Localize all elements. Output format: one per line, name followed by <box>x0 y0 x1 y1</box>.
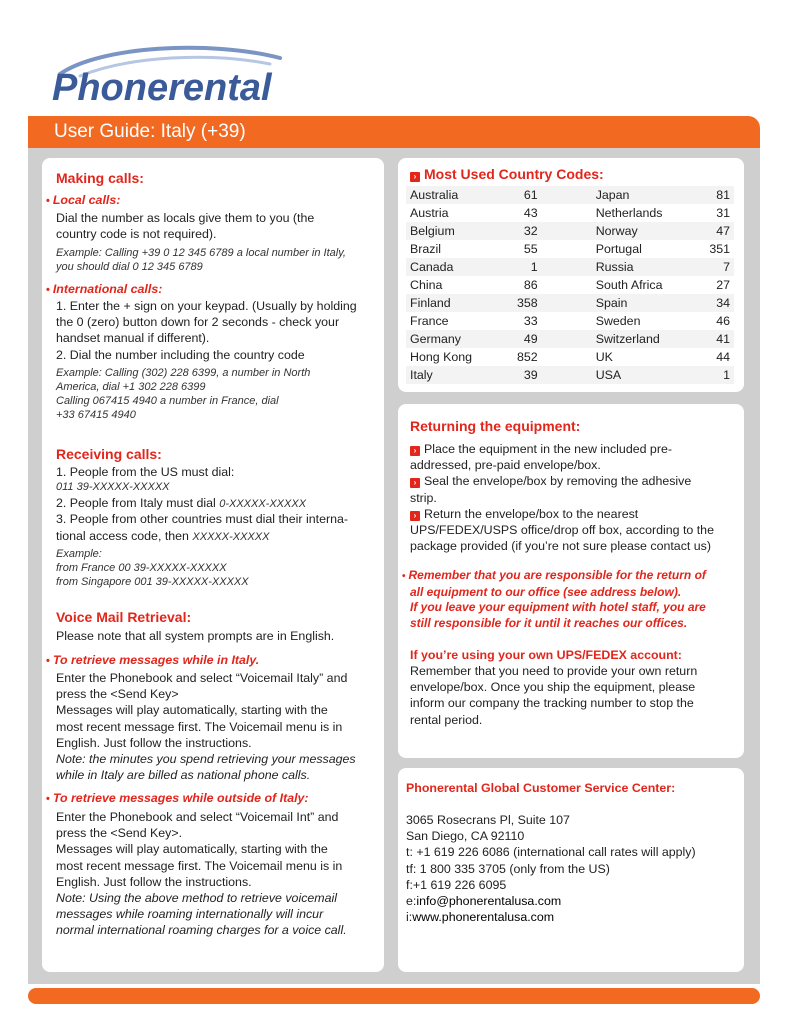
country-name: Germany <box>406 330 502 348</box>
country-code: 81 <box>695 186 734 204</box>
arrow-right-icon: › <box>410 172 420 182</box>
country-code: 61 <box>502 186 541 204</box>
voicemail-in-italy-text: Enter the Phonebook and select “Voicemail Italy” and press the <Send Key> Messages will play automatically, starting with the most recent message first. The Voicemail menu is in English. Just follow the instructions. Note: the minutes you spend retrieving your messages while in Italy are billed as national phone calls. <box>56 671 356 783</box>
voicemail-intro: Please note that all system prompts are in English. <box>56 629 335 643</box>
country-name: Australia <box>406 186 502 204</box>
country-code: 27 <box>716 278 730 292</box>
arrow-right-icon: › <box>410 446 420 456</box>
country-code: 1 <box>502 258 541 276</box>
contact-details: 3065 Rosecrans Pl, Suite 107 San Diego, CA 92110 t: +1 619 226 6086 (international call rates will apply) tf: 1 800 335 3705 (only from the US) f:+1 619 226 6095 e:info@phonerentalusa.com i:www.phonerentalusa.com <box>406 813 696 925</box>
column-spacer <box>542 312 592 330</box>
country-name: Spain <box>592 294 695 312</box>
local-calls-example: Example: Calling +39 0 12 345 6789 a local number in Italy, you should dial 0 12 345 6789 <box>56 247 346 273</box>
country-code-row <box>406 240 734 258</box>
receiving-calls-example: Example: from France 00 39-XXXXX-XXXXX from Singapore 001 39-XXXXX-XXXXX <box>56 548 249 588</box>
country-name: Austria <box>410 206 449 220</box>
country-code: 44 <box>716 350 730 364</box>
receiving-calls-text: 1. People from the US must dial: 011 39-XXXXX-XXXXX 2. People from Italy must dial 0-XXXXX-XXXXX 3. People from other countries must dial their interna- tional access code, then XXXXX-XXXXX <box>56 465 349 543</box>
receiving-calls-heading: Receiving calls: <box>56 446 162 462</box>
international-calls-text: 1. Enter the + sign on your keypad. (Usually by holding the 0 (zero) button down for 2 seconds - check your handset manual if different). 2. Dial the number including the country code <box>56 299 357 362</box>
country-code: 55 <box>523 242 538 256</box>
country-code-row <box>406 312 734 330</box>
column-spacer <box>542 204 592 222</box>
making-calls-heading: Making calls: <box>56 170 144 186</box>
voicemail-heading: Voice Mail Retrieval: <box>56 609 192 625</box>
arrow-right-icon: › <box>410 478 420 488</box>
country-code: 47 <box>695 222 734 240</box>
voicemail-outside-italy-text: Enter the Phonebook and select “Voicemail Int” and press the <Send Key>. Messages will play automatically, starting with the most recent message first. The Voicemail menu is in English. Just follow the instructions. Note: Using the above method to retrieve voicemail messages while roaming internationally will incur normal international roaming charges for a voice call. <box>56 810 347 938</box>
country-name: Switzerland <box>592 330 695 348</box>
country-name: Brazil <box>410 242 441 256</box>
country-code: 32 <box>502 222 541 240</box>
country-code: 1 <box>695 366 734 384</box>
country-name: Hong Kong <box>410 350 473 364</box>
footer-bar <box>28 988 760 1004</box>
country-code: 86 <box>523 278 538 292</box>
column-spacer <box>542 294 592 312</box>
country-code-row <box>406 366 734 384</box>
country-code-row <box>406 222 734 240</box>
local-calls-text: Dial the number as locals give them to you (the country code is not required). <box>56 211 315 242</box>
country-code: 49 <box>502 330 541 348</box>
page-title: User Guide: Italy (+39) <box>54 121 246 142</box>
country-code: 852 <box>517 350 538 364</box>
country-code: 43 <box>523 206 538 220</box>
local-calls-label: • Local calls: <box>46 193 121 207</box>
country-code-row <box>406 258 734 276</box>
logo-text: Phonerental <box>52 67 272 109</box>
country-codes-heading: › Most Used Country Codes: <box>410 166 604 182</box>
country-name: France <box>410 314 449 328</box>
column-spacer <box>542 186 592 204</box>
country-name: USA <box>592 366 695 384</box>
country-code: 351 <box>709 242 730 256</box>
phonerental-logo <box>40 40 300 110</box>
international-calls-example: Example: Calling (302) 228 6399, a number in North America, dial +1 302 228 6399 Calling 067415 4940 a number in France, dial +33 67415 4940 <box>56 367 311 421</box>
title-bar <box>28 116 760 148</box>
own-account-text: Remember that you need to provide your own return envelope/box. Once you ship the equipment, please inform our company the tracking number to stop the rental period. <box>410 664 698 727</box>
voicemail-outside-italy-label: • To retrieve messages while outside of Italy: <box>46 791 309 805</box>
own-account-heading: If you’re using your own UPS/FEDEX account: <box>410 648 682 662</box>
country-code: 34 <box>695 294 734 312</box>
country-code: 46 <box>716 314 730 328</box>
column-spacer <box>542 330 592 348</box>
country-code-row <box>406 276 734 294</box>
country-name: Canada <box>406 258 502 276</box>
website-link[interactable]: www.phonerentalusa.com <box>412 910 555 925</box>
country-codes-table <box>406 186 734 384</box>
country-code: 41 <box>695 330 734 348</box>
column-spacer <box>542 222 592 240</box>
country-code: 33 <box>523 314 538 328</box>
returning-steps: › Place the equipment in the new included pre- addressed, pre-paid envelope/box. › Seal the envelope/box by removing the adhesive strip. › Return the envelope/box to the nearest UPS/FEDEX/USPS office/drop off box, according to the package provided (if you’re not sure please contact us) <box>410 442 714 554</box>
country-code: 31 <box>716 206 730 220</box>
country-code: 39 <box>502 366 541 384</box>
returning-warning: • Remember that you are responsible for the return of all equipment to our office (see address below). If you leave your equipment with hotel staff, you are still responsible for it until it reaches our offices. <box>402 568 706 630</box>
column-spacer <box>542 258 592 276</box>
country-code-row <box>406 330 734 348</box>
country-name: China <box>410 278 443 292</box>
country-code: 7 <box>695 258 734 276</box>
country-name: Sweden <box>595 314 641 328</box>
country-code-row <box>406 348 734 366</box>
country-name: South Africa <box>595 278 663 292</box>
email-link[interactable]: info@phonerentalusa.com <box>416 894 562 909</box>
country-name: Russia <box>592 258 695 276</box>
country-code-row <box>406 186 734 204</box>
country-code-row <box>406 294 734 312</box>
country-name: Belgium <box>406 222 502 240</box>
country-name: Finland <box>406 294 502 312</box>
column-spacer <box>542 366 592 384</box>
arrow-right-icon: › <box>410 511 420 521</box>
country-name: Portugal <box>595 242 642 256</box>
column-spacer <box>542 276 592 294</box>
country-name: UK <box>595 350 613 364</box>
column-spacer <box>542 348 592 366</box>
country-name: Italy <box>406 366 502 384</box>
returning-heading: Returning the equipment: <box>410 418 581 434</box>
column-spacer <box>542 240 592 258</box>
country-code-row <box>406 204 734 222</box>
country-name: Netherlands <box>595 206 663 220</box>
country-name: Japan <box>592 186 695 204</box>
voicemail-in-italy-label: • To retrieve messages while in Italy. <box>46 653 260 667</box>
country-name: Norway <box>592 222 695 240</box>
country-code: 358 <box>502 294 541 312</box>
contact-heading: Phonerental Global Customer Service Center: <box>406 781 676 795</box>
international-calls-label: • International calls: <box>46 282 163 296</box>
